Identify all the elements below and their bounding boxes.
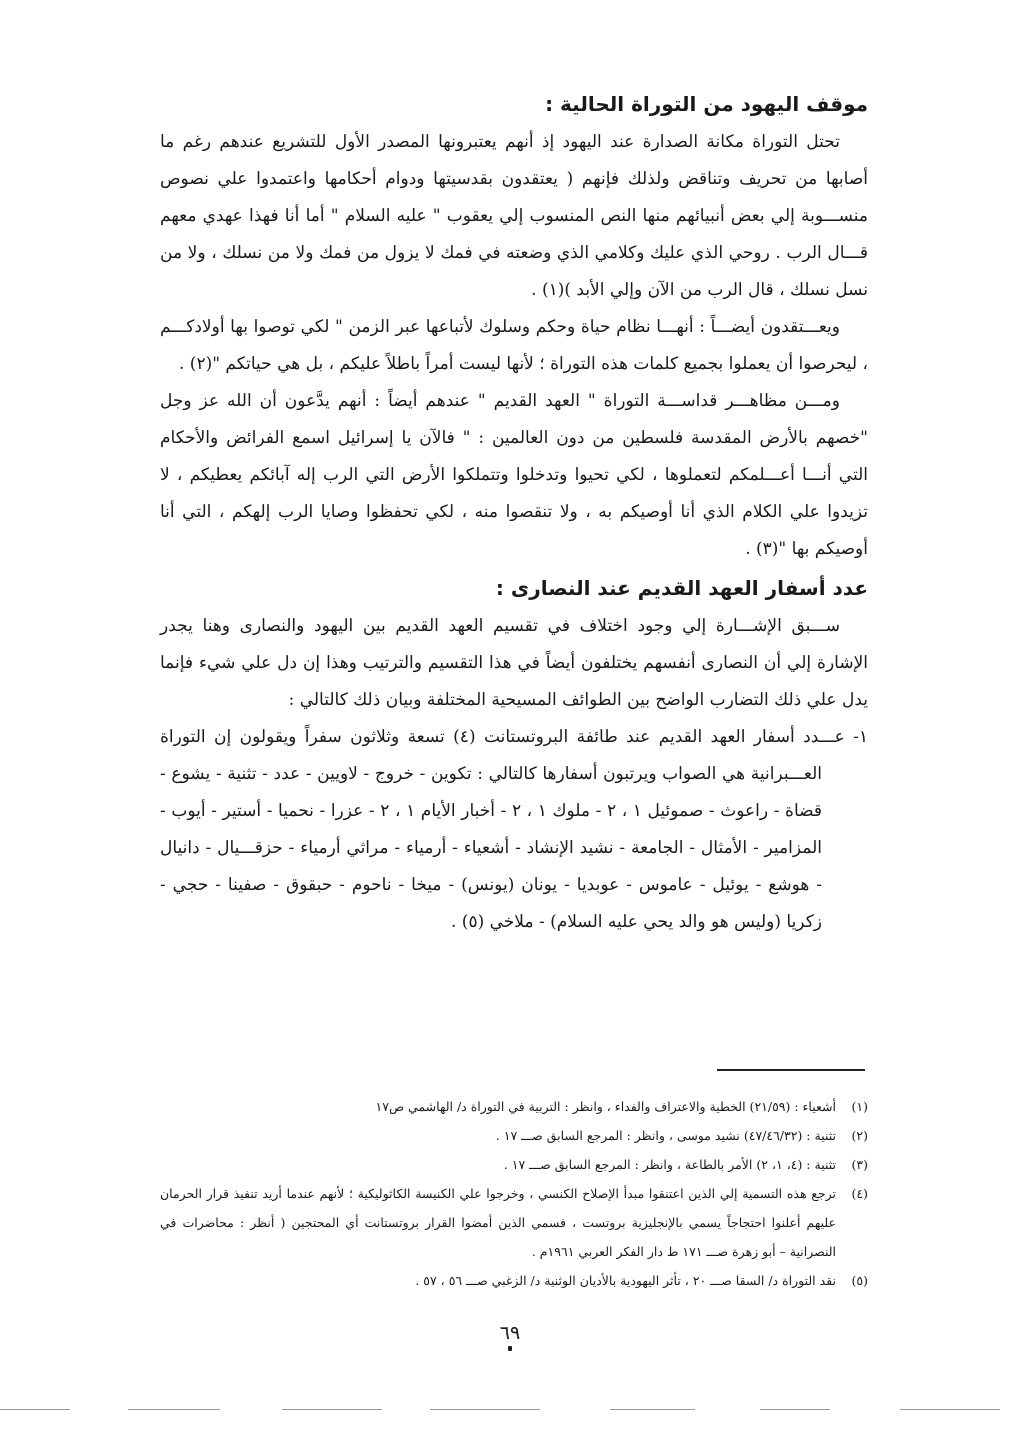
section-heading-old-testament-books: عدد أسفار العهد القديم عند النصارى : <box>495 576 868 600</box>
footnote-text: تثنية : (٤٧/٤٦/٣٢) نشيد موسى ، وانظر : المرجع السابق صـــ ١٧ . <box>495 1128 836 1143</box>
scan-line <box>900 1409 1000 1410</box>
scan-line <box>430 1409 540 1410</box>
footnote-number: (١) <box>851 1099 868 1114</box>
paragraph: تحتل التوراة مكانة الصدارة عند اليهود إذ أنهم يعتبرونها المصدر الأول للتشريع عندهم رغم ما أصابها من تحريف وتناقض ولذلك فإنهم ( يعتقدون بقدسيتها ودوام أحكامها واعتمدوا علي نصوص منســـوبة إلي بعض أنبيائهم منها النص المنسوب إلي يعقوب " عليه السلام " أما أنا فهذا عهدي معهم قـــال الرب . روحي الذي عليك وكلامي الذي وضعته في فمك لا يزول من فمك ولا من نسلك ، ولا من نسل نسلك ، قال الرب من الآن وإلي الأبد )(١) . <box>160 132 868 300</box>
page-number-dot <box>508 1346 512 1351</box>
footnote <box>160 1150 868 1179</box>
scan-line <box>760 1409 830 1410</box>
footnote-text: تثنية : (٤، ١، ٢) الأمر بالطاعة ، وانظر : المرجع السابق صـــ ١٧ . <box>503 1157 836 1172</box>
scan-line <box>128 1409 220 1410</box>
footnote <box>160 1121 868 1150</box>
scan-line <box>0 1409 70 1410</box>
footnote-text: ترجع هذه التسمية إلي الذين اعتنقوا مبدأ الإصلاح الكنسي ، وخرجوا علي الكنيسة الكاثوليكية ؛ لأنهم عندما أريد تنفيذ قرار الحرمان عليهم أعلنوا احتجاجاً يسمي بالإنجليزية بروتست ، فسمي الذين أمضوا القرار بروتستانت أي المحتجين ( أنظر : محاضرات في النصرانية – أبو زهرة صـــ ١٧١ ط دار الفكر العربي ١٩٦١م . <box>160 1186 836 1259</box>
scan-line <box>610 1409 695 1410</box>
footnote-text: أشعياء : (٢١/٥٩) الخطية والاعتراف والفداء ، وانظر : التربية في التوراة د/ الهاشمي ص١٧ <box>375 1099 836 1114</box>
footnote <box>160 1092 868 1121</box>
document-body <box>160 84 868 941</box>
paragraph: ســـبق الإشـــارة إلي وجود اختلاف في تقسيم العهد القديم بين اليهود والنصارى وهنا يجدر الإشارة إلي أن النصارى أنفسهم يختلفون أيضاً في هذا التقسيم والترتيب وهذا إن دل علي شيء فإنما يدل علي ذلك التضارب الواضح بين الطوائف المسيحية المختلفة وبيان ذلك كالتالي : <box>160 616 868 710</box>
section-heading-jews-torah: موقف اليهود من التوراة الحالية : <box>545 92 868 116</box>
page-number-text: ٦٩ <box>499 1322 521 1344</box>
scan-edge-lines <box>0 1409 1019 1412</box>
page-number <box>480 1322 540 1351</box>
footnote-number: (٥) <box>851 1273 868 1288</box>
list-item: ١- عـــدد أسفار العهد القديم عند طائفة البروتستانت (٤) تسعة وثلاثون سفراً ويقولون إن التوراة العـــبرانية هي الصواب ويرتبون أسفارها كالتالي : تكوين - خروج - لاويين - عدد - تثنية - يشوع - قضاة - راعوث - صموئيل ١ ، ٢ - ملوك ١ ، ٢ - أخبار الأيام ١ ، ٢ - عزرا - نحميا - أستير - أيوب - المزامير - الأمثال - الجامعة - نشيد الإنشاد - أشعياء - أرمياء - مراثي أرمياء - حزقـــيال - دانيال - هوشع - يوئيل - عاموس - عوبديا - يونان (يونس) - ميخا - ناحوم - حبقوق - صفينا - حجي - زكريا (وليس هو والد يحي عليه السلام) - ملاخي (٥) . <box>160 727 868 932</box>
footnotes <box>160 1092 868 1295</box>
scan-line <box>282 1409 382 1410</box>
footnote <box>160 1266 868 1295</box>
paragraph: ومـــن مظاهـــر قداســـة التوراة " العهد القديم " عندهم أيضاً : أنهم يدَّعون أن الله عز وجل "خصهم بالأرض المقدسة فلسطين من دون العالمين : " فالآن يا إسرائيل اسمع الفرائض والأحكام التي أنـــا أعـــلمكم لتعملوها ، لكي تحيوا وتدخلوا وتتملكوا الأرض التي الرب إله آبائكم يعطيكم ، لا تزيدوا علي الكلام الذي أنا أوصيكم به ، ولا تنقصوا منه ، لكي تحفظوا وصايا الرب إلهكم ، التي أنا أوصيكم بها "(٣) . <box>160 391 868 559</box>
footnote-number: (٣) <box>851 1157 868 1172</box>
footnote-divider <box>717 1069 865 1071</box>
paragraph: ويعـــتقدون أيضـــاً : أنهـــا نظام حياة وحكم وسلوك لأتباعها عبر الزمن " لكي توصوا بها أولادكـــم ، ليحرصوا أن يعملوا بجميع كلمات هذه التوراة ؛ لأنها ليست أمراً باطلاً عليكم ، بل هي حياتكم "(٢) . <box>160 317 868 374</box>
footnote-number: (٤) <box>851 1186 868 1201</box>
books-list <box>160 719 868 941</box>
footnote-text: نقد التوراة د/ السقا صـــ ٢٠ ، تأثر اليهودية بالأديان الوثنية د/ الزغبي صـــ ٥٦ ، ٥٧ . <box>415 1273 836 1288</box>
footnote-number: (٢) <box>851 1128 868 1143</box>
footnote <box>160 1179 868 1266</box>
